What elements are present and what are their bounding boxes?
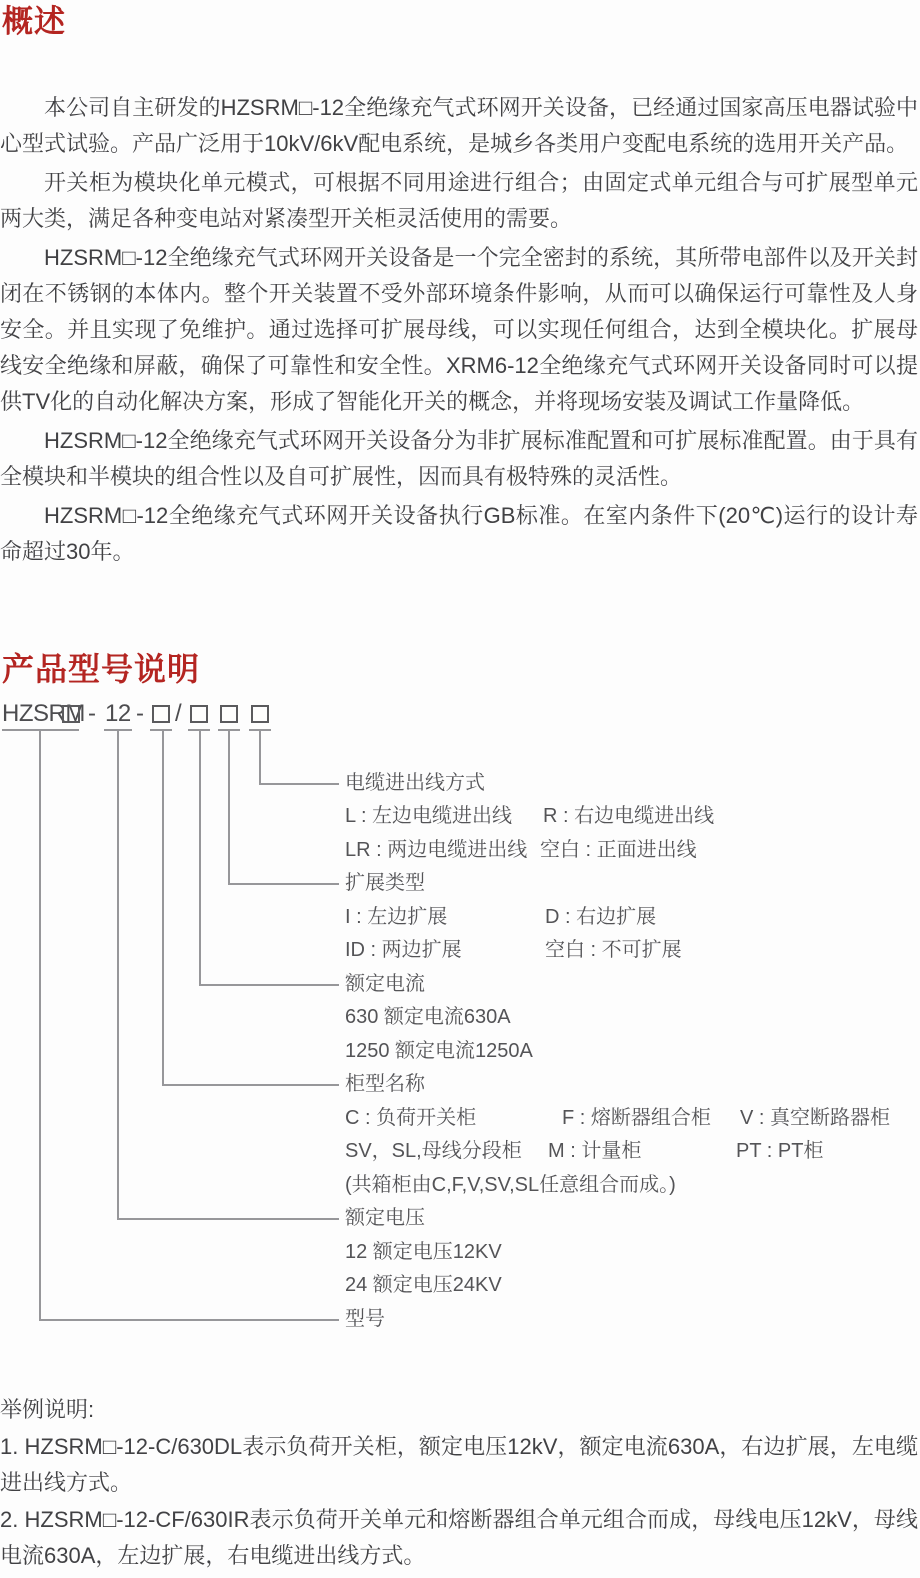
diagram-label: R : 右边电缆进出线 [543, 805, 715, 827]
overview-paragraph: 本公司自主研发的HZSRM□-12全绝缘充气式环网开关设备，已经通过国家高压电器试验中心型式试验。产品广泛用于10kV/6kV配电系统，是城乡各类用户变配电系统的选用开关产品。 [0, 95, 918, 156]
model-code-segment: - [88, 700, 96, 727]
diagram-row [0, 903, 920, 931]
diagram-row [0, 869, 920, 897]
diagram-label: 630 额定电流630A [345, 1006, 511, 1028]
diagram-label: 1250 额定电流1250A [345, 1040, 533, 1062]
diagram-label: 12 额定电压12KV [345, 1241, 502, 1263]
diagram-row [0, 970, 920, 998]
model-code-box [190, 705, 208, 723]
example-item: 2. HZSRM□-12-CF/630IR表示负荷开关单元和熔断器组合单元组合而成，母线电压12kV，母线电流630A，左边扩展，右电缆进出线方式。 [0, 1507, 918, 1568]
overview-paragraph: 开关柜为模块化单元模式，可根据不同用途进行组合；由固定式单元组合与可扩展型单元两大类，满足各种变电站对紧凑型开关柜灵活使用的需要。 [0, 170, 918, 231]
overview-paragraph: HZSRM□-12全绝缘充气式环网开关设备分为非扩展标准配置和可扩展标准配置。由于具有全模块和半模块的组合性以及自可扩展性，因而具有极特殊的灵活性。 [0, 428, 918, 489]
diagram-label: 额定电流 [345, 973, 425, 995]
model-code-underline [150, 729, 172, 731]
connector-line [228, 731, 339, 885]
connector-line [259, 731, 339, 785]
model-code-segment: / [175, 700, 182, 727]
diagram-row [0, 1070, 920, 1098]
example-item: 1. HZSRM□-12-C/630DL表示负荷开关柜，额定电压12kV，额定电流630A，右边扩展，左电缆进出线方式。 [0, 1434, 918, 1495]
diagram-row [0, 802, 920, 830]
diagram-label: D : 右边扩展 [545, 906, 657, 928]
model-code-segment: - [136, 700, 144, 727]
examples-section [0, 1392, 918, 1574]
model-code-segment: HZSRM [2, 700, 85, 727]
diagram-row [0, 1271, 920, 1299]
model-code-underline [218, 729, 240, 731]
diagram-label: V : 真空断路器柜 [740, 1107, 891, 1129]
diagram-label: M : 计量柜 [548, 1140, 642, 1162]
model-code-underline [2, 729, 79, 731]
diagram-label: 空白 : 不可扩展 [545, 939, 682, 961]
diagram-label: 柜型名称 [345, 1073, 425, 1095]
diagram-row [0, 769, 920, 797]
overview-paragraph: HZSRM□-12全绝缘充气式环网开关设备是一个完全密封的系统，其所带电部件以及开关封闭在不锈钢的本体内。整个开关装置不受外部环境条件影响，从而可以确保运行可靠性及人身安全。并且实现了免维护。通过选择可扩展母线，可以实现任何组合，达到全模块化。扩展母线安全绝缘和屏蔽，确保了可靠性和安全性。XRM6-12全绝缘充气式环网开关设备同时可以提供TV化的自动化解决方案，形成了智能化开关的概念，并将现场安装及调试工作量降低。 [0, 245, 918, 414]
diagram-label: I : 左边扩展 [345, 906, 448, 928]
model-code-box [62, 705, 80, 723]
diagram-label: ID : 两边扩展 [345, 939, 462, 961]
diagram-label: 电缆进出线方式 [345, 772, 485, 794]
connector-line [117, 731, 339, 1220]
model-code-underline [249, 729, 271, 731]
model-code-box [220, 705, 238, 723]
diagram-row [0, 836, 920, 864]
diagram-row [0, 1305, 920, 1333]
diagram-row [0, 1003, 920, 1031]
diagram-label: C : 负荷开关柜 [345, 1107, 477, 1129]
diagram-label: SV，SL,母线分段柜 [345, 1140, 522, 1162]
diagram-row [0, 1137, 920, 1165]
model-code-box [152, 705, 170, 723]
connector-line [39, 731, 339, 1321]
diagram-label: PT : PT柜 [736, 1140, 824, 1162]
diagram-label: F : 熔断器组合柜 [562, 1107, 711, 1129]
diagram-label: 24 额定电压24KV [345, 1274, 502, 1296]
model-section-title: 产品型号说明 [2, 651, 201, 687]
diagram-row [0, 1037, 920, 1065]
diagram-row [0, 936, 920, 964]
diagram-label: LR : 两边电缆进出线 [345, 839, 528, 861]
overview-paragraphs [0, 90, 918, 573]
examples-heading: 举例说明: [0, 1397, 95, 1422]
diagram-row [0, 1238, 920, 1266]
diagram-label: L : 左边电缆进出线 [345, 805, 513, 827]
diagram-label: 型号 [345, 1308, 385, 1330]
diagram-label: (共箱柜由C,F,V,SV,SL任意组合而成。) [345, 1174, 676, 1196]
model-code-box [251, 705, 269, 723]
diagram-row [0, 1104, 920, 1132]
diagram-row [0, 1204, 920, 1232]
diagram-label: 额定电压 [345, 1207, 425, 1229]
connector-line [162, 731, 339, 1086]
diagram-row [0, 1171, 920, 1199]
model-code-underline [188, 729, 210, 731]
model-code-underline [104, 729, 132, 731]
diagram-label: 空白 : 正面进出线 [540, 839, 697, 861]
overview-paragraph: HZSRM□-12全绝缘充气式环网开关设备执行GB标准。在室内条件下(20℃)运行的设计寿命超过30年。 [0, 503, 918, 564]
model-code-segment: 12 [105, 700, 131, 727]
diagram-label: 扩展类型 [345, 872, 425, 894]
overview-section-title: 概述 [2, 4, 66, 39]
connector-line [199, 731, 339, 986]
